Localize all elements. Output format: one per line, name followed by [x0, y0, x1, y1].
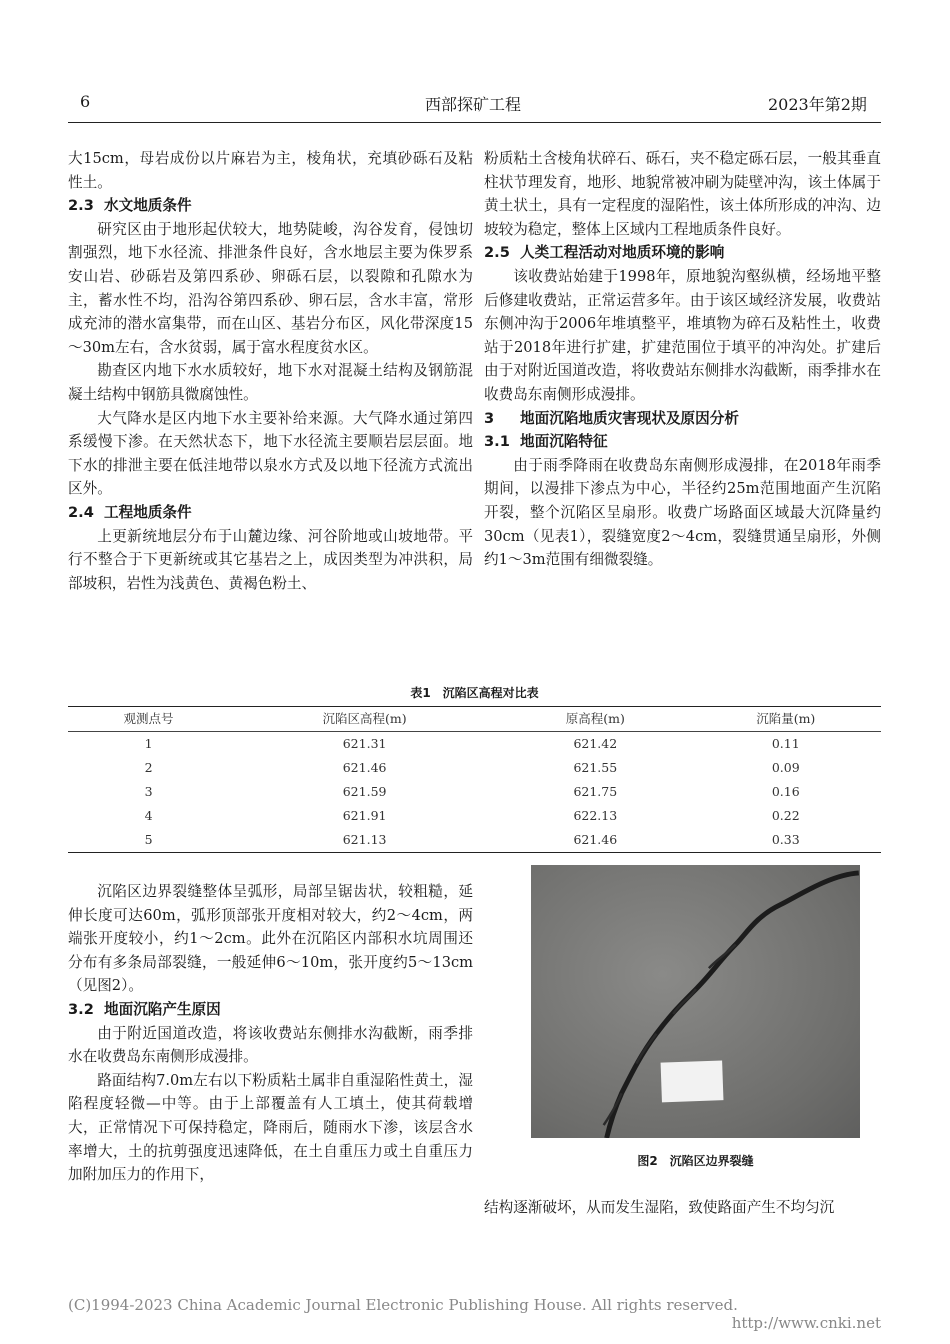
- journal-title: 西部探矿工程: [425, 95, 522, 114]
- table-cell: 621.91: [342, 808, 387, 823]
- table-row: [68, 732, 881, 757]
- paragraph: 研究区由于地形起伏较大，地势陡峻，沟谷发育，侵蚀切割强烈，地下水径流、排泄条件良好，含水地层主要为侏罗系安山岩、砂砾岩及第四系砂、卵砾石层，以裂隙和孔隙水为主，蓄水性不均，沿沟谷第四系砂、卵石层，含水丰富，常形成充沛的潜水富集带，而在山区、基岩分布区，风化带深度15～30m左右，含水贫弱，属于富水程度贫水区。: [68, 220, 473, 356]
- paragraph: 大15cm，母岩成份以片麻岩为主，棱角状，充填砂砾石及粘性土。: [68, 150, 473, 191]
- table-header-row: [68, 707, 881, 732]
- section-heading-2-5: [484, 241, 881, 265]
- table-cell: 621.13: [342, 832, 387, 847]
- section-heading-2-3: [68, 194, 473, 218]
- right-column-bottom: [484, 1196, 881, 1220]
- paragraph: 粉质粘土含棱角状碎石、砾石，夹不稳定砾石层，一般其垂直柱状节理发育，地形、地貌常被冲刷为陡壁冲沟，该土体属于黄土状土，具有一定程度的湿陷性，该土体所形成的冲沟、边坡较为稳定，整体上区域内工程地质条件良好。: [484, 150, 881, 238]
- section-number: 2.4: [68, 503, 94, 521]
- copyright-text: (C)1994-2023 China Academic Journal Electronic Publishing House. All rights reserved.: [68, 1296, 738, 1314]
- table-row: [68, 804, 881, 828]
- paragraph: 沉陷区边界裂缝整体呈弧形，局部呈锯齿状，较粗糙，延伸长度可达60m，弧形顶部张开度相对较大，约2～4cm，两端张开度较小，约1～2cm。此外在沉陷区内部积水坑周围还分布有多条局部裂缝，一般延伸6～10m，张开度约5～13cm（见图2）。: [68, 883, 473, 995]
- table-caption: 表1 沉陷区高程对比表: [410, 686, 539, 700]
- elevation-table: [68, 706, 881, 853]
- table-cell: 0.09: [771, 760, 800, 775]
- left-column-bottom: [68, 880, 473, 1187]
- figure-caption: 图2 沉陷区边界裂缝: [637, 1154, 754, 1168]
- section-number: 2.5: [484, 244, 510, 262]
- table-cell: 621.75: [573, 784, 618, 799]
- section-title: 地面沉陷特征: [520, 433, 608, 451]
- table-cell: 621.59: [342, 784, 387, 799]
- table-cell: 2: [144, 760, 153, 775]
- table-cell: 621.31: [342, 736, 387, 751]
- section-title: 地面沉陷产生原因: [104, 1000, 221, 1018]
- table-cell: 621.42: [573, 736, 618, 751]
- table-cell: 621.46: [342, 760, 387, 775]
- paragraph: 该收费站始建于1998年，原地貌沟壑纵横，经场地平整后修建收费站，正常运营多年。由于该区域经济发展，收费站东侧冲沟于2006年堆填整平，堆填物为碎石及粘性土，收费站于2018年进行扩建，扩建范围位于填平的冲沟处。扩建后由于对附近国道改造，将收费站东侧排水沟截断，雨季排水在收费岛东南侧形成漫排。: [484, 267, 881, 403]
- table-row: [68, 828, 881, 853]
- crack-illustration: [531, 865, 860, 1138]
- paragraph: 路面结构7.0m左右以下粉质粘土属非自重湿陷性黄土，湿陷程度轻微—中等。由于上部覆盖有人工填土，使其荷载增大，正常情况下可保持稳定，降雨后，随雨水下渗，该层含水率增大，土的抗剪强度迅速降低，在土自重压力或土自重压力加附加压力的作用下，: [68, 1071, 473, 1184]
- crack-photo: [531, 865, 860, 1138]
- column-header: 观测点号: [68, 707, 229, 732]
- header-rule: [68, 122, 881, 123]
- table-cell: 5: [144, 832, 153, 847]
- section-title: 地面沉陷地质灾害现状及原因分析: [520, 409, 739, 427]
- table-cell: 621.46: [573, 832, 618, 847]
- paragraph: 勘查区内地下水水质较好，地下水对混凝土结构及钢筋混凝土结构中钢筋具微腐蚀性。: [68, 362, 473, 403]
- table-cell: 622.13: [573, 808, 618, 823]
- paragraph: 由于雨季降雨在收费岛东南侧形成漫排，在2018年雨季期间，以漫排下渗点为中心，半径约25m范围地面产生沉陷开裂，整个沉陷区呈扇形。收费广场路面区域最大沉降量约30cm（见表1），裂缝宽度2～4cm，裂缝贯通呈扇形，外侧约1～3m范围有细微裂缝。: [484, 456, 881, 569]
- table-cell: 0.11: [771, 736, 800, 751]
- table-row: [68, 756, 881, 780]
- section-heading-3: [484, 407, 881, 431]
- left-column-top: [68, 147, 473, 595]
- table-cell: 621.55: [573, 760, 618, 775]
- issue-label: 2023年第2期: [768, 95, 867, 114]
- column-header: 沉陷区高程(m): [229, 707, 500, 732]
- section-number: 3.2: [68, 1000, 94, 1018]
- column-header: 沉陷量(m): [691, 707, 881, 732]
- section-number: 2.3: [68, 197, 94, 215]
- copyright-footer: [68, 1296, 881, 1332]
- table-row: [68, 780, 881, 804]
- right-column-top: [484, 147, 881, 572]
- section-number: 3.1: [484, 433, 510, 451]
- section-heading-3-2: [68, 998, 473, 1022]
- section-heading-3-1: [484, 430, 881, 454]
- paragraph: 大气降水是区内地下水主要补给来源。大气降水通过第四系缓慢下渗。在天然状态下，地下水径流主要顺岩层层面。地下水的排泄主要在低洼地带以泉水方式及以地下径流方式流出区外。: [68, 409, 473, 498]
- paragraph: 结构逐渐破坏，从而发生湿陷，致使路面产生不均匀沉: [484, 1199, 835, 1216]
- table-cell: 0.33: [771, 832, 800, 847]
- section-heading-2-4: [68, 501, 473, 525]
- table-cell: 4: [144, 808, 153, 823]
- page-number: 6: [80, 92, 91, 111]
- column-header: 原高程(m): [500, 707, 690, 732]
- section-title: 人类工程活动对地质环境的影响: [520, 244, 725, 262]
- cnki-link[interactable]: http://www.cnki.net: [731, 1314, 881, 1332]
- table-cell: 1: [144, 736, 153, 751]
- paragraph: 上更新统地层分布于山麓边缘、河谷阶地或山坡地带。平行不整合于下更新统或其它基岩之上，成因类型为冲洪积，局部坡积，岩性为浅黄色、黄褐色粉土、: [68, 527, 473, 592]
- section-title: 水文地质条件: [104, 197, 192, 215]
- section-number: 3: [484, 409, 495, 427]
- paragraph: 由于附近国道改造，将该收费站东侧排水沟截断，雨季排水在收费岛东南侧形成漫排。: [68, 1024, 473, 1066]
- table-cell: 0.16: [771, 784, 800, 799]
- table-cell: 3: [144, 784, 153, 799]
- table-cell: 0.22: [771, 808, 800, 823]
- section-title: 工程地质条件: [104, 503, 192, 521]
